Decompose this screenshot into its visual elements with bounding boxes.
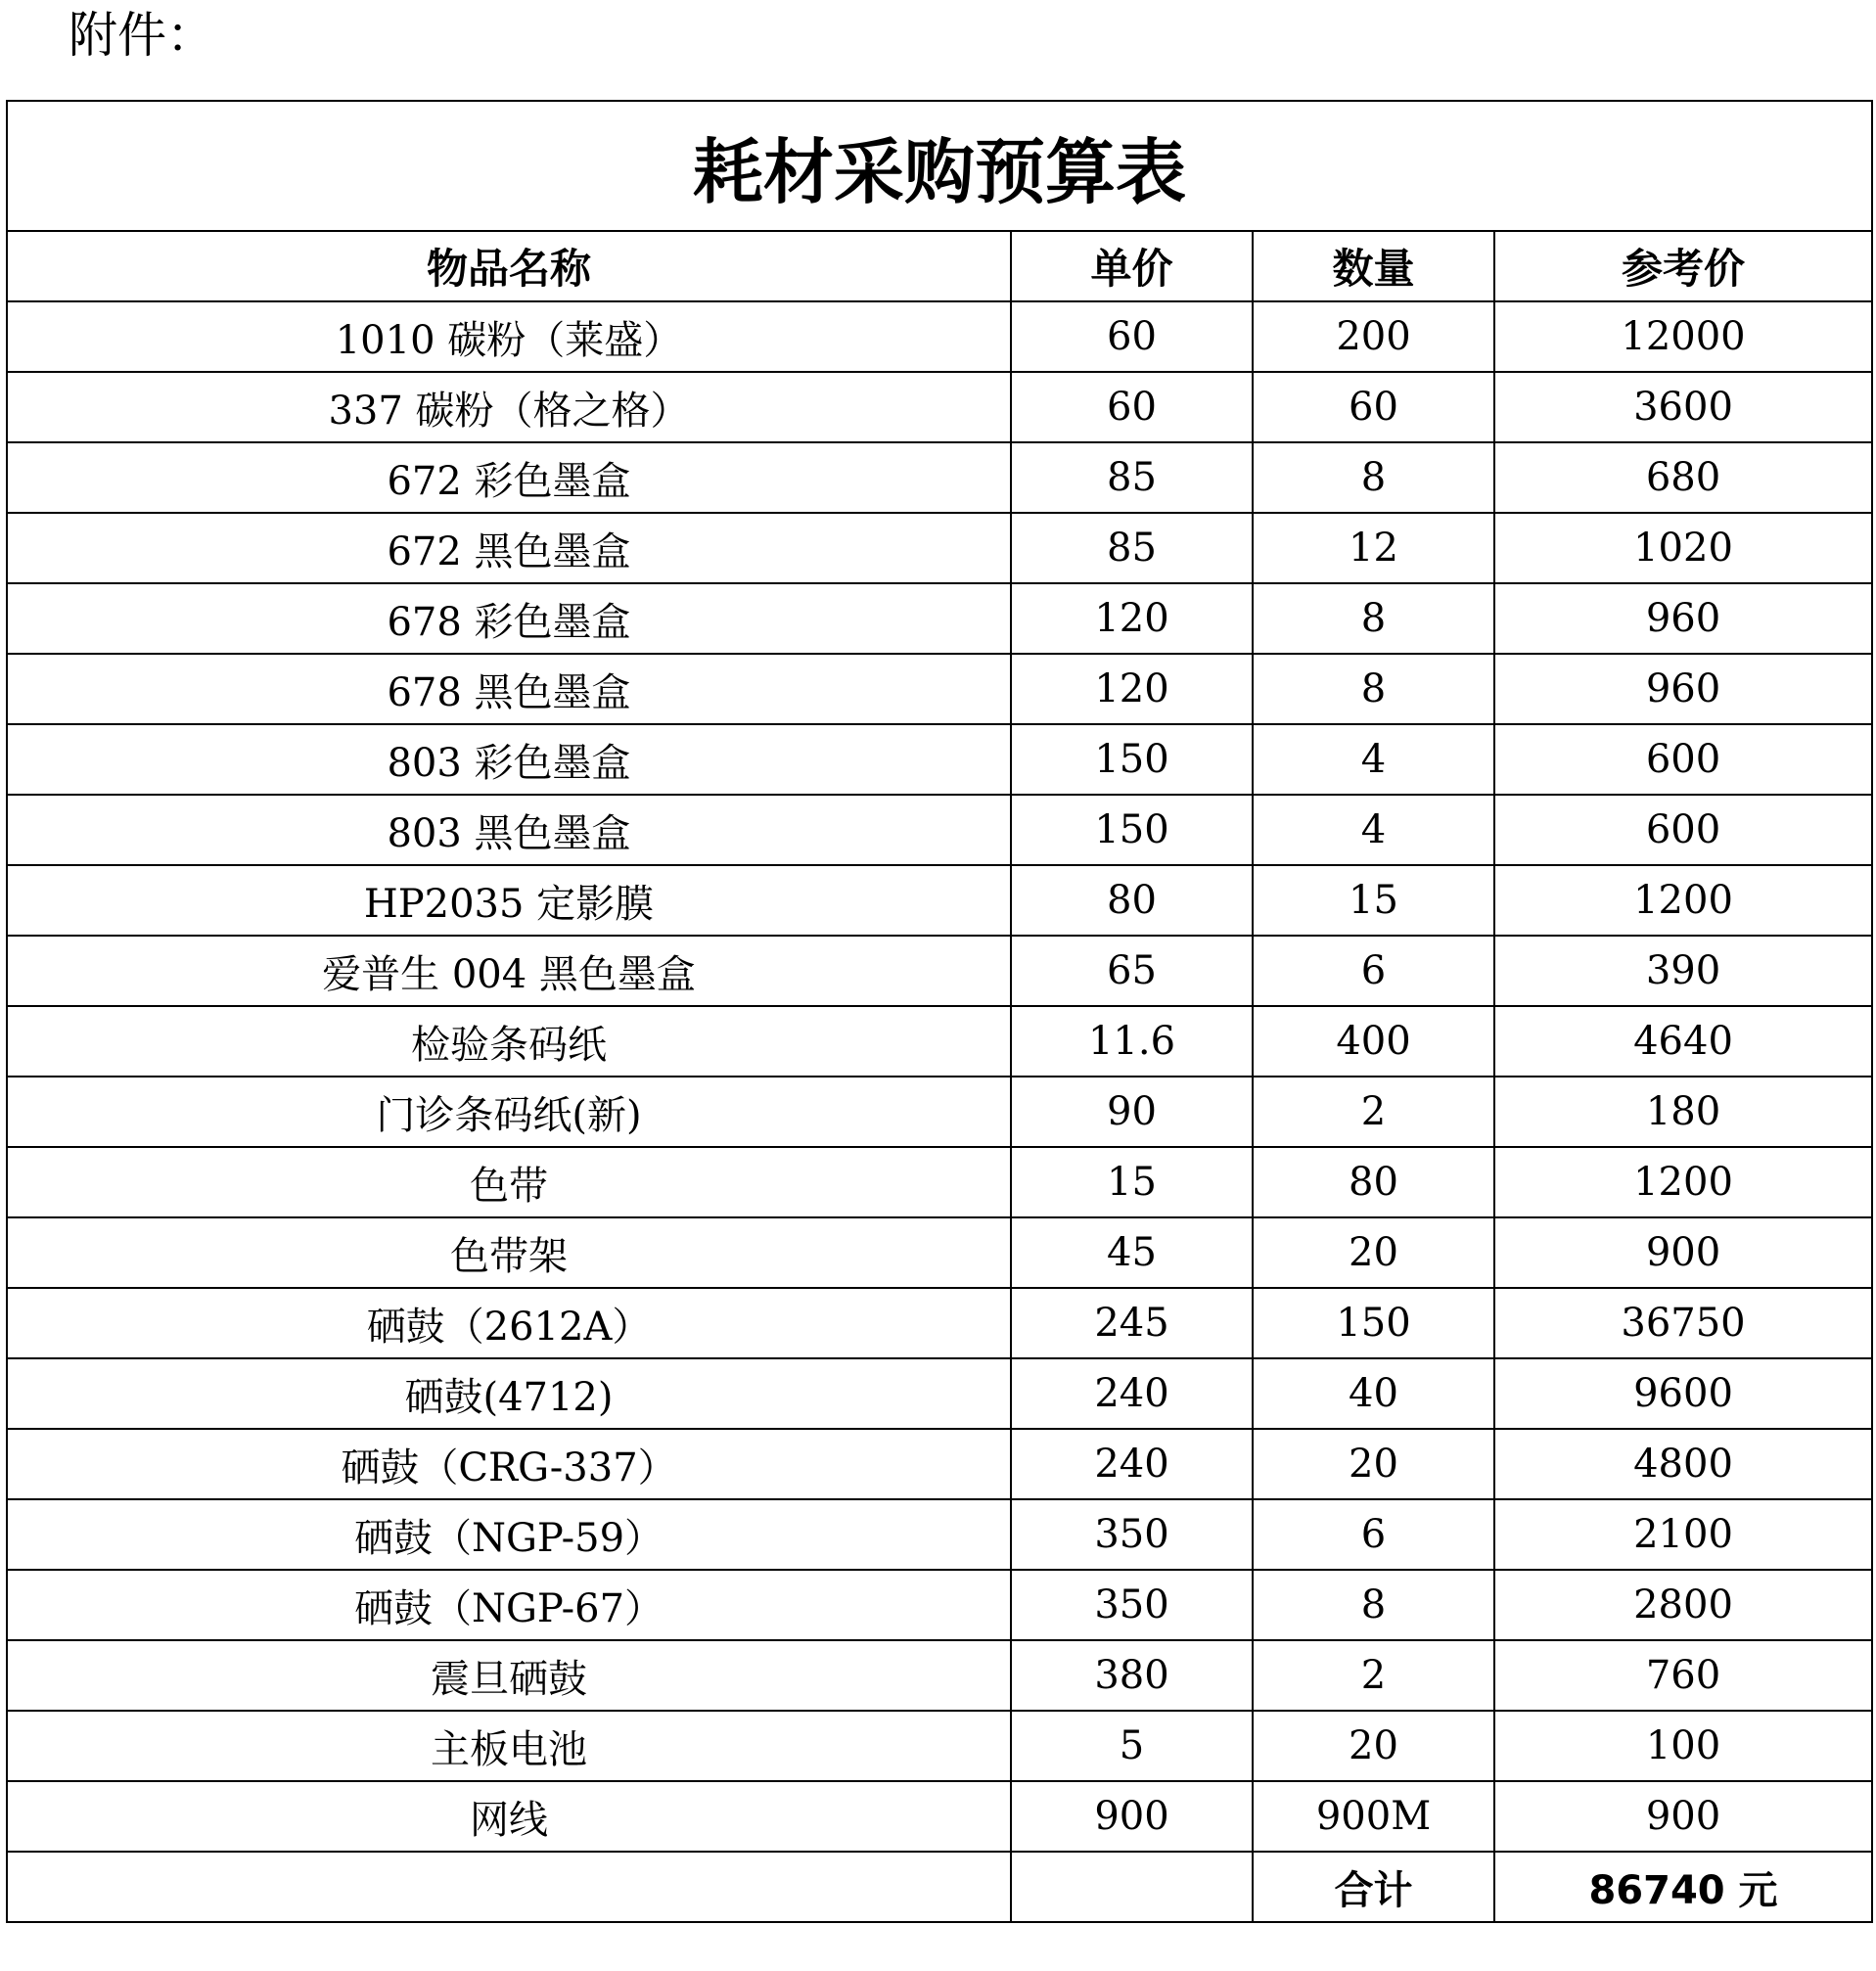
cell-quantity: 8 bbox=[1253, 583, 1494, 654]
cell-quantity: 2 bbox=[1253, 1077, 1494, 1147]
table-row bbox=[7, 301, 1872, 372]
table-row bbox=[7, 442, 1872, 513]
table-row bbox=[7, 1147, 1872, 1217]
cell-unit-price: 245 bbox=[1011, 1288, 1253, 1358]
cell-reference-price: 760 bbox=[1494, 1640, 1872, 1711]
header-name: 物品名称 bbox=[7, 231, 1011, 301]
budget-table bbox=[6, 100, 1873, 1923]
cell-reference-price: 960 bbox=[1494, 654, 1872, 724]
table-title: 耗材采购预算表 bbox=[7, 101, 1872, 231]
table-row bbox=[7, 654, 1872, 724]
table-row bbox=[7, 583, 1872, 654]
table-row bbox=[7, 372, 1872, 442]
cell-reference-price: 680 bbox=[1494, 442, 1872, 513]
cell-unit-price: 65 bbox=[1011, 936, 1253, 1006]
total-empty-name bbox=[7, 1852, 1011, 1922]
table-row bbox=[7, 724, 1872, 795]
cell-name: 震旦硒鼓 bbox=[7, 1640, 1011, 1711]
cell-reference-price: 12000 bbox=[1494, 301, 1872, 372]
cell-quantity: 2 bbox=[1253, 1640, 1494, 1711]
cell-unit-price: 11.6 bbox=[1011, 1006, 1253, 1077]
header-unit-price: 单价 bbox=[1011, 231, 1253, 301]
cell-name: 色带 bbox=[7, 1147, 1011, 1217]
table-row bbox=[7, 865, 1872, 936]
cell-name: 硒鼓（NGP-67） bbox=[7, 1570, 1011, 1640]
cell-unit-price: 85 bbox=[1011, 513, 1253, 583]
cell-name: 主板电池 bbox=[7, 1711, 1011, 1781]
cell-name: 803 黑色墨盒 bbox=[7, 795, 1011, 865]
table-row bbox=[7, 1781, 1872, 1852]
cell-quantity: 8 bbox=[1253, 1570, 1494, 1640]
cell-reference-price: 1200 bbox=[1494, 1147, 1872, 1217]
total-value: 86740 元 bbox=[1494, 1852, 1872, 1922]
cell-unit-price: 15 bbox=[1011, 1147, 1253, 1217]
cell-quantity: 60 bbox=[1253, 372, 1494, 442]
table-row bbox=[7, 1640, 1872, 1711]
cell-name: 1010 碳粉（莱盛） bbox=[7, 301, 1011, 372]
cell-reference-price: 36750 bbox=[1494, 1288, 1872, 1358]
cell-name: 门诊条码纸(新) bbox=[7, 1077, 1011, 1147]
cell-quantity: 8 bbox=[1253, 654, 1494, 724]
cell-quantity: 20 bbox=[1253, 1711, 1494, 1781]
total-row bbox=[7, 1852, 1872, 1922]
cell-name: 检验条码纸 bbox=[7, 1006, 1011, 1077]
cell-name: 色带架 bbox=[7, 1217, 1011, 1288]
cell-quantity: 20 bbox=[1253, 1429, 1494, 1499]
cell-unit-price: 150 bbox=[1011, 724, 1253, 795]
cell-quantity: 400 bbox=[1253, 1006, 1494, 1077]
cell-unit-price: 60 bbox=[1011, 301, 1253, 372]
header-quantity: 数量 bbox=[1253, 231, 1494, 301]
cell-unit-price: 150 bbox=[1011, 795, 1253, 865]
table-row bbox=[7, 1077, 1872, 1147]
cell-name: 硒鼓（2612A） bbox=[7, 1288, 1011, 1358]
cell-name: 硒鼓（NGP-59） bbox=[7, 1499, 1011, 1570]
table-row bbox=[7, 513, 1872, 583]
cell-quantity: 40 bbox=[1253, 1358, 1494, 1429]
cell-name: 硒鼓（CRG-337） bbox=[7, 1429, 1011, 1499]
cell-reference-price: 9600 bbox=[1494, 1358, 1872, 1429]
cell-unit-price: 350 bbox=[1011, 1570, 1253, 1640]
cell-name: 硒鼓(4712) bbox=[7, 1358, 1011, 1429]
table-row bbox=[7, 936, 1872, 1006]
cell-quantity: 15 bbox=[1253, 865, 1494, 936]
cell-unit-price: 5 bbox=[1011, 1711, 1253, 1781]
cell-quantity: 150 bbox=[1253, 1288, 1494, 1358]
cell-reference-price: 1200 bbox=[1494, 865, 1872, 936]
table-row bbox=[7, 1711, 1872, 1781]
cell-unit-price: 900 bbox=[1011, 1781, 1253, 1852]
cell-name: HP2035 定影膜 bbox=[7, 865, 1011, 936]
cell-reference-price: 180 bbox=[1494, 1077, 1872, 1147]
table-row bbox=[7, 1006, 1872, 1077]
table-row bbox=[7, 1358, 1872, 1429]
table-row bbox=[7, 1570, 1872, 1640]
table-row bbox=[7, 1499, 1872, 1570]
cell-reference-price: 960 bbox=[1494, 583, 1872, 654]
cell-reference-price: 1020 bbox=[1494, 513, 1872, 583]
cell-reference-price: 2800 bbox=[1494, 1570, 1872, 1640]
cell-unit-price: 60 bbox=[1011, 372, 1253, 442]
cell-quantity: 200 bbox=[1253, 301, 1494, 372]
cell-unit-price: 120 bbox=[1011, 583, 1253, 654]
cell-name: 678 黑色墨盒 bbox=[7, 654, 1011, 724]
cell-unit-price: 45 bbox=[1011, 1217, 1253, 1288]
cell-reference-price: 4640 bbox=[1494, 1006, 1872, 1077]
table-row bbox=[7, 795, 1872, 865]
cell-reference-price: 900 bbox=[1494, 1217, 1872, 1288]
cell-quantity: 900M bbox=[1253, 1781, 1494, 1852]
cell-unit-price: 90 bbox=[1011, 1077, 1253, 1147]
cell-quantity: 4 bbox=[1253, 795, 1494, 865]
cell-name: 672 彩色墨盒 bbox=[7, 442, 1011, 513]
cell-quantity: 80 bbox=[1253, 1147, 1494, 1217]
cell-reference-price: 900 bbox=[1494, 1781, 1872, 1852]
cell-unit-price: 350 bbox=[1011, 1499, 1253, 1570]
cell-unit-price: 80 bbox=[1011, 865, 1253, 936]
cell-reference-price: 100 bbox=[1494, 1711, 1872, 1781]
cell-reference-price: 4800 bbox=[1494, 1429, 1872, 1499]
header-row bbox=[7, 231, 1872, 301]
cell-unit-price: 240 bbox=[1011, 1429, 1253, 1499]
cell-reference-price: 600 bbox=[1494, 795, 1872, 865]
table-row bbox=[7, 1217, 1872, 1288]
table-row bbox=[7, 1429, 1872, 1499]
cell-unit-price: 380 bbox=[1011, 1640, 1253, 1711]
cell-reference-price: 3600 bbox=[1494, 372, 1872, 442]
cell-name: 网线 bbox=[7, 1781, 1011, 1852]
cell-reference-price: 600 bbox=[1494, 724, 1872, 795]
cell-quantity: 12 bbox=[1253, 513, 1494, 583]
cell-quantity: 8 bbox=[1253, 442, 1494, 513]
cell-reference-price: 390 bbox=[1494, 936, 1872, 1006]
cell-name: 爱普生 004 黑色墨盒 bbox=[7, 936, 1011, 1006]
cell-quantity: 4 bbox=[1253, 724, 1494, 795]
cell-unit-price: 120 bbox=[1011, 654, 1253, 724]
cell-unit-price: 85 bbox=[1011, 442, 1253, 513]
total-label: 合计 bbox=[1253, 1852, 1494, 1922]
total-empty-price bbox=[1011, 1852, 1253, 1922]
cell-quantity: 6 bbox=[1253, 936, 1494, 1006]
cell-name: 672 黑色墨盒 bbox=[7, 513, 1011, 583]
cell-name: 678 彩色墨盒 bbox=[7, 583, 1011, 654]
attachment-label: 附件： bbox=[69, 7, 215, 64]
header-reference-price: 参考价 bbox=[1494, 231, 1872, 301]
cell-quantity: 6 bbox=[1253, 1499, 1494, 1570]
cell-reference-price: 2100 bbox=[1494, 1499, 1872, 1570]
cell-quantity: 20 bbox=[1253, 1217, 1494, 1288]
cell-unit-price: 240 bbox=[1011, 1358, 1253, 1429]
cell-name: 803 彩色墨盒 bbox=[7, 724, 1011, 795]
title-row bbox=[7, 101, 1872, 231]
cell-name: 337 碳粉（格之格） bbox=[7, 372, 1011, 442]
table-row bbox=[7, 1288, 1872, 1358]
